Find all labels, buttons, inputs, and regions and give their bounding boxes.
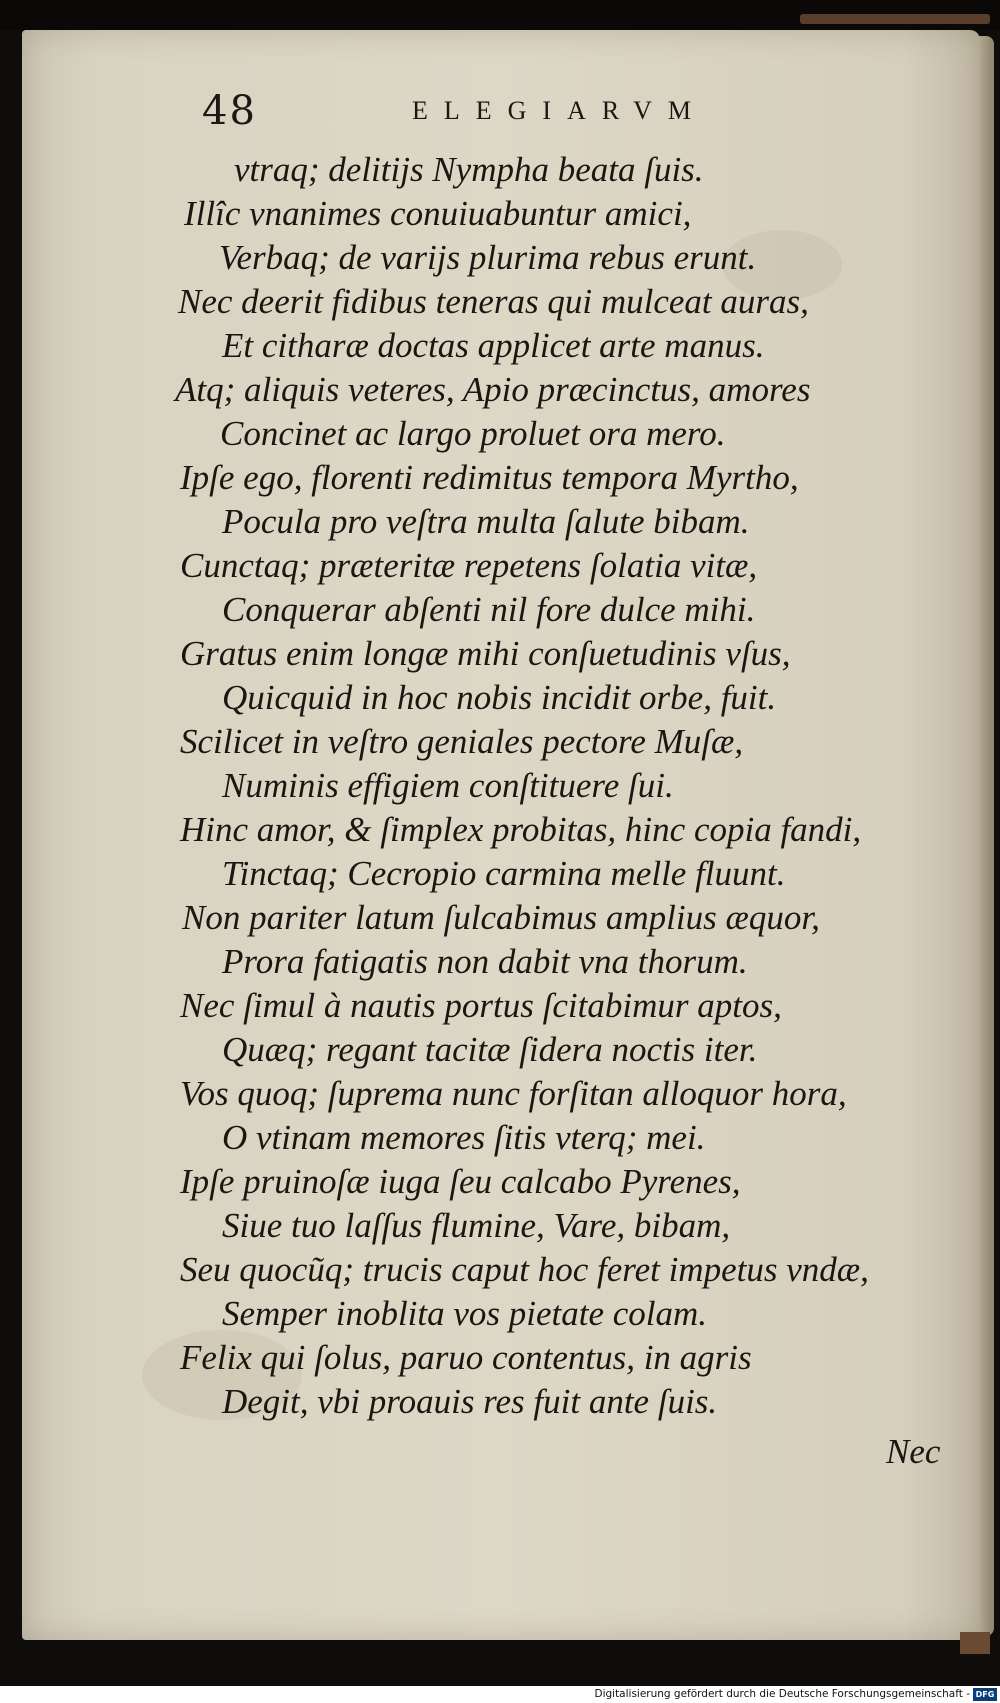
verse-line: Nec ſimul à nautis portus ſcitabimur aptos, bbox=[180, 986, 782, 1025]
running-head: ELEGIARVM bbox=[412, 96, 708, 125]
verse-line: O vtinam memores ſitis vterq; mei. bbox=[222, 1118, 706, 1157]
verse-line: Atq; aliquis veteres, Apio præcinctus, amores bbox=[175, 370, 811, 409]
digitization-footer bbox=[0, 1686, 1000, 1703]
verse-line: Scilicet in veſtro geniales pectore Muſæ, bbox=[180, 722, 744, 761]
binding-strip bbox=[800, 14, 990, 24]
verse-line: Ipſe ego, florenti redimitus tempora Myrtho, bbox=[180, 458, 799, 497]
verse-line: Numinis effigiem conſtituere ſui. bbox=[222, 766, 674, 805]
verse-line: Nec deerit fidibus teneras qui mulceat auras, bbox=[178, 282, 809, 321]
verse-line: Verbaq; de varijs plurima rebus erunt. bbox=[219, 238, 757, 277]
verse-line: Hinc amor, & ſimplex probitas, hinc copia fandi, bbox=[180, 810, 862, 849]
verse-line: Seu quocũq; trucis caput hoc feret impetus vndæ, bbox=[180, 1250, 869, 1289]
verse-line: Non pariter latum ſulcabimus amplius æquor, bbox=[182, 898, 820, 937]
verse-line: Gratus enim longæ mihi conſuetudinis vſus, bbox=[180, 634, 791, 673]
dfg-logo[interactable]: DFG bbox=[973, 1688, 997, 1701]
verse-block bbox=[22, 148, 980, 1448]
page-number: 48 bbox=[202, 88, 257, 134]
verse-line: Pocula pro veſtra multa ſalute bibam. bbox=[222, 502, 750, 541]
verse-line: Degit, vbi proauis res fuit ante ſuis. bbox=[222, 1382, 718, 1421]
verse-line: Et citharæ doctas applicet arte manus. bbox=[222, 326, 765, 365]
book-page bbox=[22, 30, 980, 1640]
verse-line: Conquerar abſenti nil fore dulce mihi. bbox=[222, 590, 756, 629]
verse-line: Tinctaq; Cecropio carmina melle fluunt. bbox=[222, 854, 786, 893]
verse-line: Ipſe pruinoſæ iuga ſeu calcabo Pyrenes, bbox=[180, 1162, 741, 1201]
binding-strip-bottom bbox=[960, 1632, 990, 1654]
page-header bbox=[202, 88, 922, 148]
verse-line: Concinet ac largo proluet ora mero. bbox=[220, 414, 726, 453]
verse-line: vtraq; delitijs Nympha beata ſuis. bbox=[234, 150, 704, 189]
catchword: Nec bbox=[886, 1432, 941, 1471]
verse-line: Illîc vnanimes conuiuabuntur amici, bbox=[184, 194, 692, 233]
verse-line: Semper inoblita vos pietate colam. bbox=[222, 1294, 708, 1333]
verse-line: Quæq; regant tacitæ ſidera noctis iter. bbox=[222, 1030, 758, 1069]
verse-line: Prora fatigatis non dabit vna thorum. bbox=[222, 942, 748, 981]
scan-top-band bbox=[0, 0, 1000, 30]
verse-line: Quicquid in hoc nobis incidit orbe, fuit. bbox=[222, 678, 777, 717]
verse-line: Cunctaq; præteritæ repetens ſolatia vitæ, bbox=[180, 546, 758, 585]
footer-credit: Digitalisierung gefördert durch die Deutsche Forschungsgemeinschaft - bbox=[594, 1688, 970, 1700]
verse-line: Felix qui ſolus, paruo contentus, in agris bbox=[180, 1338, 752, 1377]
verse-line: Vos quoq; ſuprema nunc forſitan alloquor hora, bbox=[180, 1074, 847, 1113]
verse-line: Siue tuo laſſus flumine, Vare, bibam, bbox=[222, 1206, 731, 1245]
